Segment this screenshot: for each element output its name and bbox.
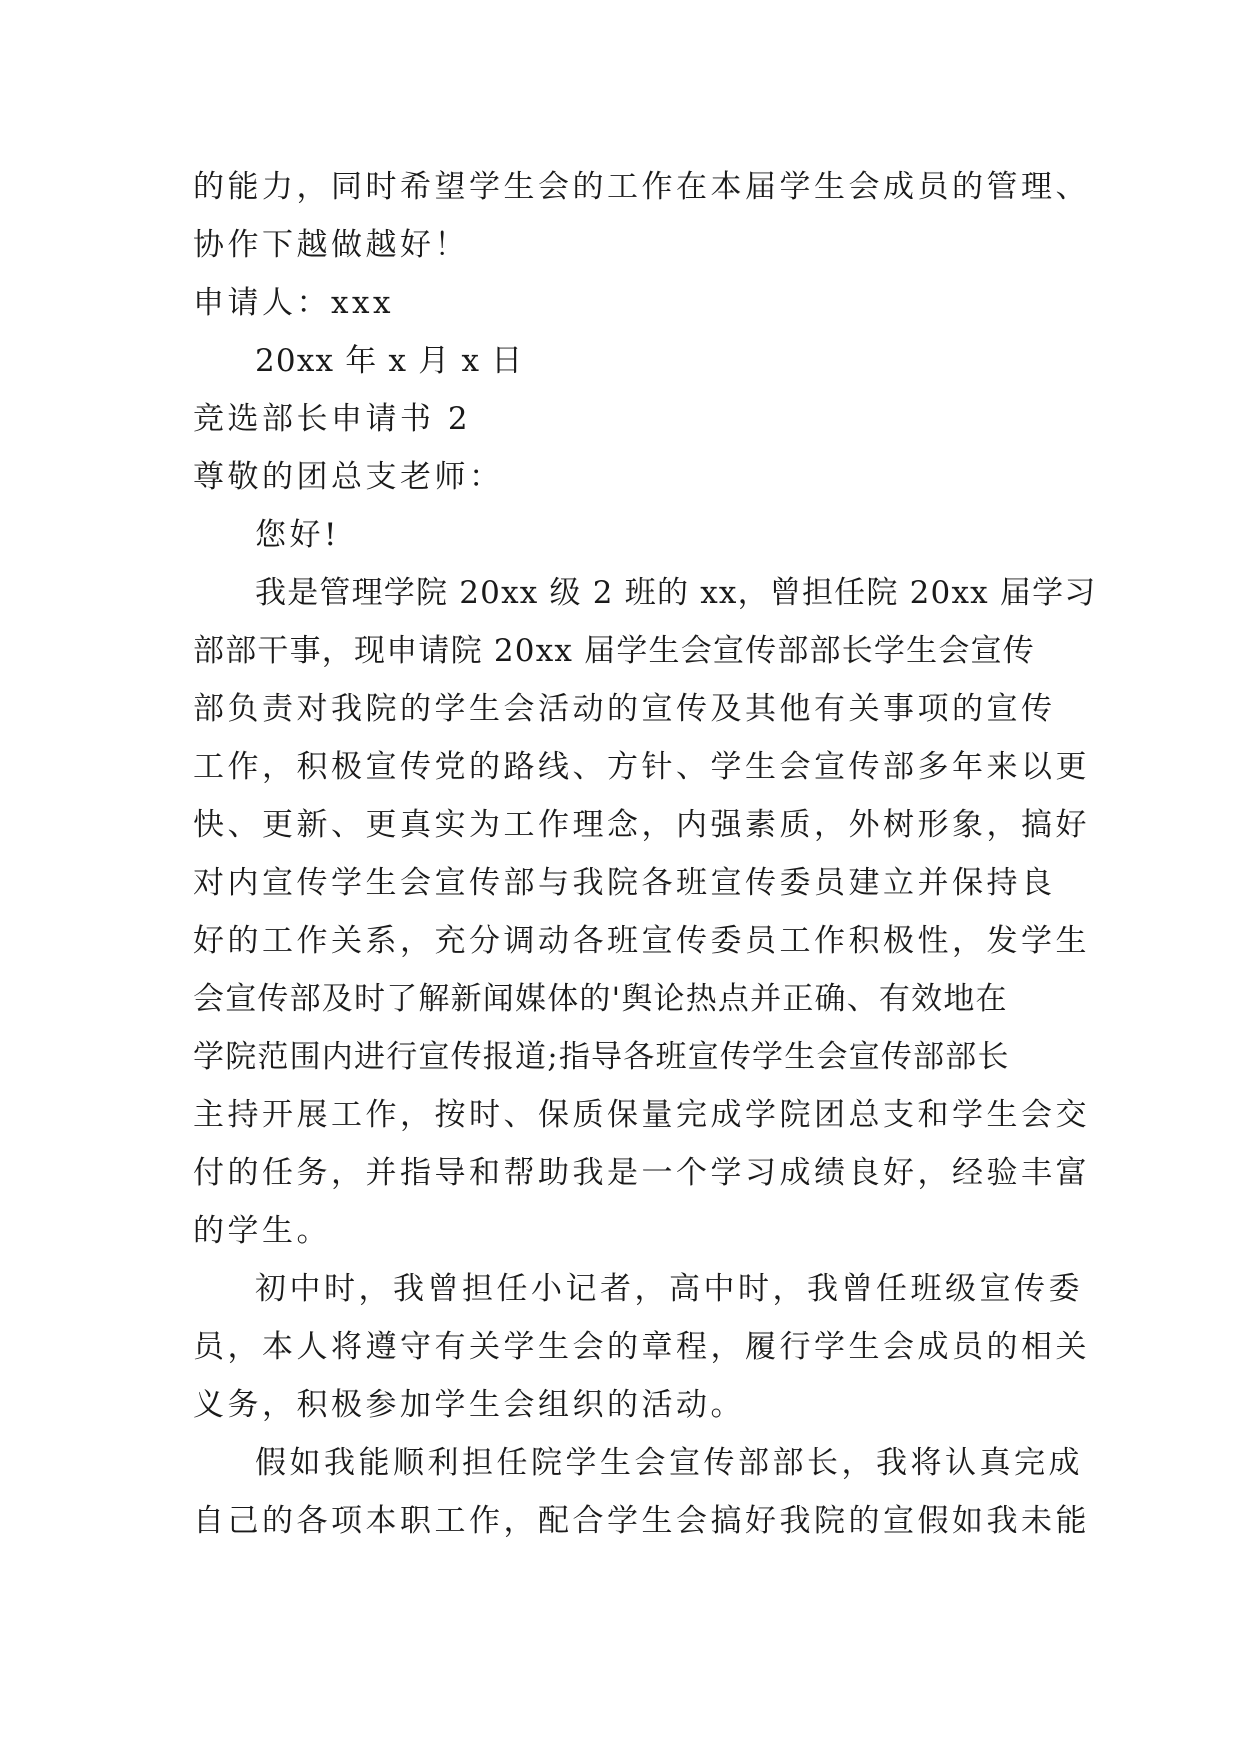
text-line: 自己的各项本职工作，配合学生会搞好我院的宣假如我未能: [193, 1503, 1090, 1539]
text-line: 部部干事，现申请院 20xx 届学生会宣传部部长学生会宣传: [193, 633, 1035, 669]
greeting: 您好!: [255, 517, 340, 553]
text-line: 工作，积极宣传党的路线、方针、学生会宣传部多年来以更: [193, 749, 1090, 785]
text-line: 学院范围内进行宣传报道;指导各班宣传学生会宣传部部长: [193, 1039, 1010, 1075]
text-line: 部负责对我院的学生会活动的宣传及其他有关事项的宣传: [193, 691, 1056, 727]
salutation: 尊敬的团总支老师：: [193, 459, 504, 495]
text-line: 的能力，同时希望学生会的工作在本届学生会成员的管理、: [193, 169, 1090, 205]
text-line: 的学生。: [193, 1213, 331, 1249]
section-title: 竞选部长申请书 2: [193, 401, 472, 437]
document-body: [193, 158, 1097, 1550]
text-line: 付的任务，并指导和帮助我是一个学习成绩良好，经验丰富: [193, 1155, 1090, 1191]
text-line: 协作下越做越好！: [193, 227, 469, 263]
date-line: 20xx 年 x 月 x 日: [255, 343, 524, 379]
text-line: 主持开展工作，按时、保质保量完成学院团总支和学生会交: [193, 1097, 1090, 1133]
text-line: 好的工作关系，充分调动各班宣传委员工作积极性，发学生: [193, 923, 1090, 959]
text-line: 员，本人将遵守有关学生会的章程，履行学生会成员的相关: [193, 1329, 1090, 1365]
applicant-line: 申请人：xxx: [193, 285, 394, 321]
text-line: 义务，积极参加学生会组织的活动。: [193, 1387, 745, 1423]
text-line: 会宣传部及时了解新闻媒体的'舆论热点并正确、有效地在: [193, 981, 1008, 1017]
text-line: 快、更新、更真实为工作理念，内强素质，外树形象，搞好: [193, 807, 1090, 843]
text-line: 初中时，我曾担任小记者，高中时，我曾任班级宣传委: [255, 1271, 1083, 1307]
text-line: 对内宣传学生会宣传部与我院各班宣传委员建立并保持良: [193, 865, 1056, 901]
text-line: 假如我能顺利担任院学生会宣传部部长，我将认真完成: [255, 1445, 1083, 1481]
text-line: 我是管理学院 20xx 级 2 班的 xx，曾担任院 20xx 届学习: [255, 575, 1097, 611]
